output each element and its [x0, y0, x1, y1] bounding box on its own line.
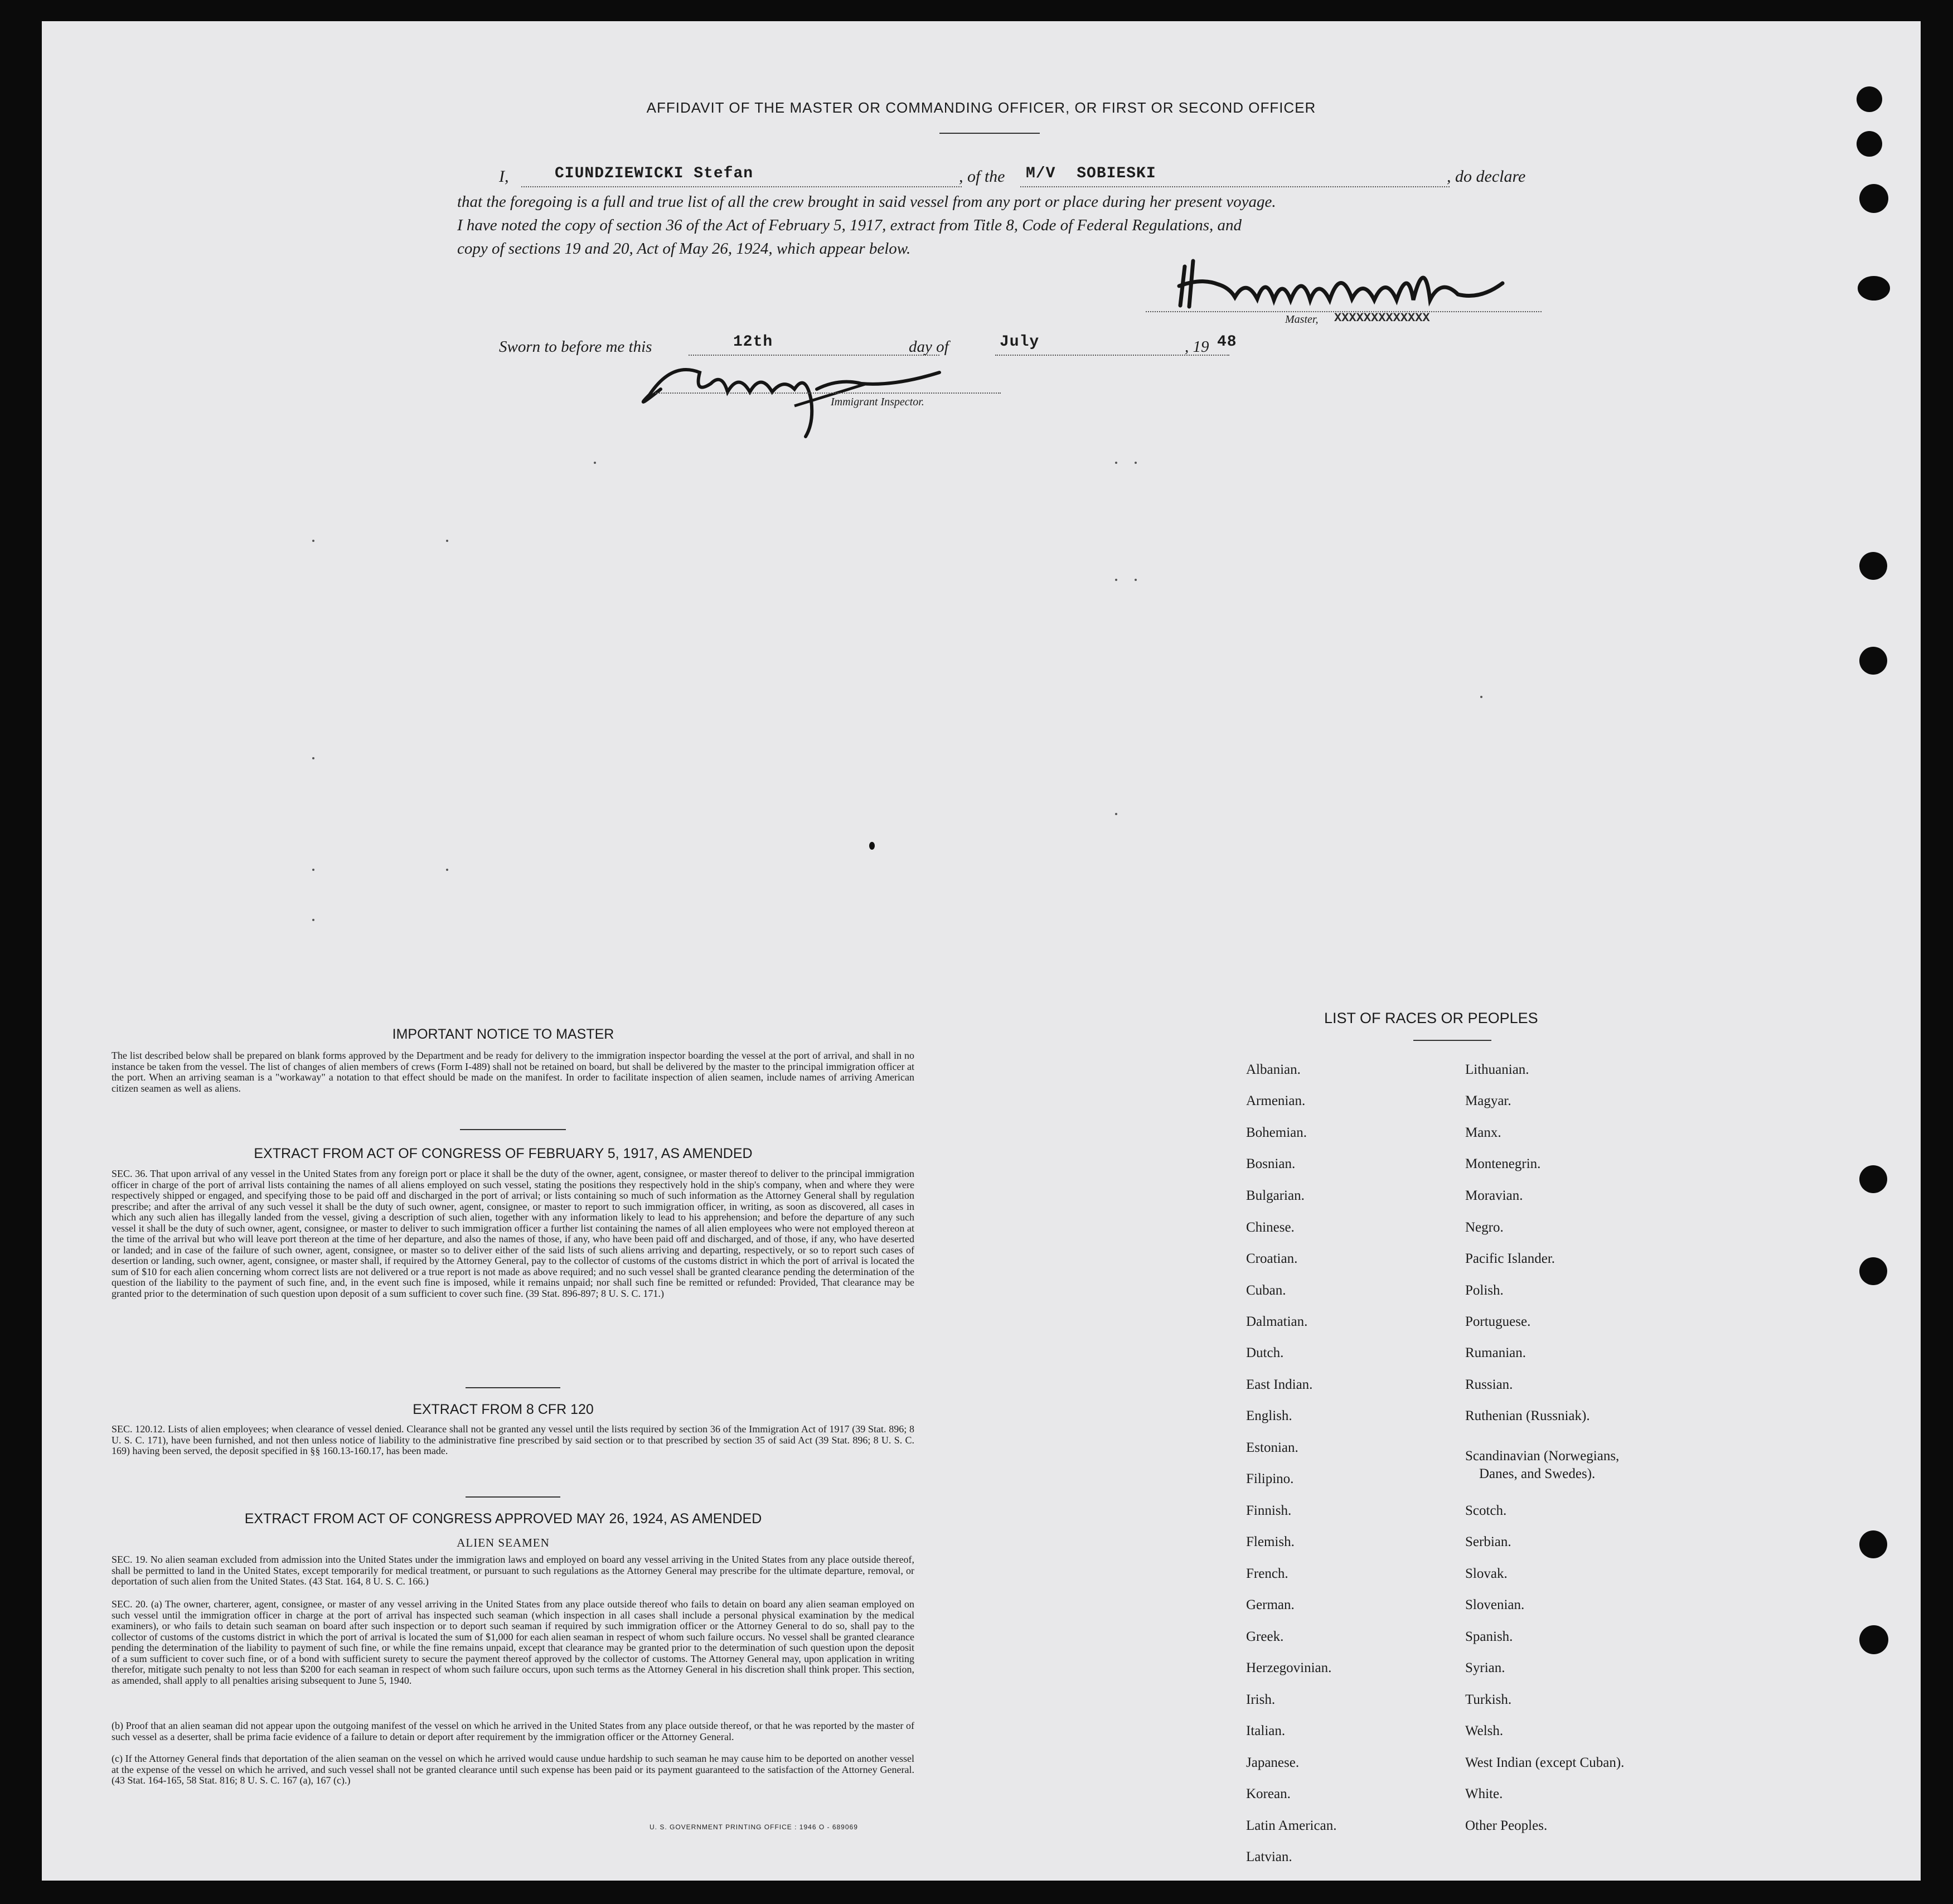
struck-officer-label: XXXXXXXXXXXXX	[1334, 311, 1430, 325]
race-item: German.	[1246, 1597, 1295, 1612]
inspector-label: Immigrant Inspector.	[831, 396, 924, 408]
title-divider	[939, 133, 1040, 134]
speck	[312, 919, 314, 921]
printing-office-note: U. S. GOVERNMENT PRINTING OFFICE : 1946 O - 689069	[650, 1823, 858, 1831]
race-item: Latvian.	[1246, 1849, 1292, 1864]
race-item: Moravian.	[1465, 1188, 1523, 1203]
race-item: Chinese.	[1246, 1220, 1295, 1235]
alien-seamen-subtitle: ALIEN SEAMEN	[457, 1536, 550, 1549]
speck	[1135, 462, 1137, 464]
sworn-label: Sworn to before me this	[499, 338, 652, 356]
speck	[312, 540, 314, 542]
speck	[1115, 579, 1117, 581]
race-item: Spanish.	[1465, 1629, 1513, 1644]
speck	[1135, 579, 1137, 581]
race-item: Latin American.	[1246, 1818, 1337, 1833]
i-label: I,	[499, 167, 509, 186]
race-item: Scotch.	[1465, 1503, 1507, 1518]
punch-hole	[1859, 1257, 1887, 1285]
sec20a-text: SEC. 20. (a) The owner, charterer, agent, consignee, or master of any vessel arriving in the United States from any place outside thereof who fails to detain on board any alien seaman employed on such vessel until the immigration officer in charge at the port of arrival has inspected such seaman (which inspection in all cases shall include a personal physical examination by the medical examiners), or who fails to detain such seaman on board after such inspection or to deport such seaman if required by such immigration officer or the Attorney General to do so, shall pay to the collector of customs of the customs district in which the port of arrival is located the sum of $1,000 for each alien seaman in respect of whom such failure occurs. No vessel shall be granted clearance pending the determination of the liability to payment of such fine, or while the fine remains unpaid, except that clearance may be granted prior to the determination of such question upon the deposit of a sum sufficient to cover such fine, or of a bond with sufficient surety to secure the payment thereof approved by the collector of customs. The Attorney General may, upon application in writing therefor, mitigate such penalty to not less than $200 for each seaman in respect of whom such failure occurs, upon such terms as the Attorney General in his discretion shall think proper. This section, as amended, shall apply to all penalties arising subsequent to June 5, 1940.	[112, 1598, 914, 1686]
extract-cfr-text: SEC. 120.12. Lists of alien employees; when clearance of vessel denied. Clearance shall not be granted any vessel until the lists required by section 36 of the Immigration Act of 1917 (39 Stat. 896; 8 U. S. C. 171), have been furnished, and not then unless notice of liability to the administrative fine prescribed by said section or to that prescribed by section 35 of said Act (39 Stat. 896; 8 U. S. C. 169) having been served, the deposit specified in §§ 160.13-160.17, has been made.	[112, 1423, 914, 1456]
race-item: Scandinavian (Norwegians,	[1465, 1448, 1620, 1464]
races-title: LIST OF RACES OR PEOPLES	[1324, 1010, 1538, 1026]
race-item: Greek.	[1246, 1629, 1284, 1644]
declaration-line-4: copy of sections 19 and 20, Act of May 26, 1924, which appear below.	[457, 240, 911, 258]
speck	[1480, 696, 1482, 698]
year-suffix: 48	[1217, 333, 1237, 351]
race-item: Armenian.	[1246, 1093, 1306, 1108]
affidavit-title: AFFIDAVIT OF THE MASTER OR COMMANDING OFFICER, OR FIRST OR SECOND OFFICER	[646, 99, 1316, 116]
race-item: Slovak.	[1465, 1566, 1508, 1581]
punch-hole	[1859, 1625, 1888, 1654]
vessel-name: M/V SOBIESKI	[1026, 165, 1156, 182]
extract-1924-title: EXTRACT FROM ACT OF CONGRESS APPROVED MAY 26, 1924, AS AMENDED	[244, 1511, 762, 1527]
race-item: West Indian (except Cuban).	[1465, 1755, 1625, 1770]
of-the-label: , of the	[959, 167, 1005, 186]
sec19-text: SEC. 19. No alien seaman excluded from admission into the United States under the immigration laws and employed on board any vessel arriving in the United States from any place outside thereof, shall be permitted to land in the United States, except temporarily for medical treatment, or pursuant to such regulations as the Attorney General may prescribe for the ultimate departure, removal, or deportation of such alien from the United States. (43 Stat. 164, 8 U. S. C. 166.)	[112, 1554, 914, 1587]
race-item: Italian.	[1246, 1723, 1286, 1738]
race-item: Cuban.	[1246, 1283, 1286, 1298]
notice-title: IMPORTANT NOTICE TO MASTER	[392, 1026, 614, 1042]
race-item: Herzegovinian.	[1246, 1660, 1332, 1675]
race-item: Magyar.	[1465, 1093, 1511, 1108]
race-item: English.	[1246, 1408, 1292, 1423]
race-item: Japanese.	[1246, 1755, 1300, 1770]
declaration-line-3: I have noted the copy of section 36 of the Act of February 5, 1917, extract from Title 8, Code of Federal Regulations, and	[457, 216, 1242, 234]
speck	[312, 869, 314, 871]
punch-hole	[1859, 184, 1888, 213]
notice-text: The list described below shall be prepared on blank forms approved by the Department and be ready for delivery to the immigration inspector boarding the vessel at the port of arrival, and shall in no instance be taken from the vessel. The list of changes of alien members of crews (Form I-489) shall not be retained on board, but shall be delivered by the master to the principal immigration officer at the port. When an arriving seaman is a "workaway" a notation to that effect should be made on the manifest. In order to facilitate inspection of alien seamen, include names of arriving American citizen seamen as well as aliens.	[112, 1050, 914, 1094]
extract-cfr-divider	[466, 1496, 560, 1498]
speck	[1115, 462, 1117, 464]
sec20b-text: (b) Proof that an alien seaman did not appear upon the outgoing manifest of the vessel on which he arrived in the United States from any place outside thereof, or that he was reported by the master of such vessel as a deserter, shall be prima facie evidence of a failure to detain or deport after requirement by the immigration officer or the Attorney General.	[112, 1720, 914, 1742]
race-item: Serbian.	[1465, 1534, 1511, 1549]
punch-hole	[1859, 552, 1887, 580]
race-item: Pacific Islander.	[1465, 1251, 1555, 1266]
race-item: French.	[1246, 1566, 1288, 1581]
form-sheet	[42, 21, 1921, 1881]
race-item: Syrian.	[1465, 1660, 1505, 1675]
extract-1917-divider	[466, 1387, 560, 1388]
speck	[1115, 813, 1117, 815]
inspector-signature	[627, 339, 984, 445]
race-item: Bohemian.	[1246, 1125, 1307, 1140]
extract-cfr-title: EXTRACT FROM 8 CFR 120	[413, 1402, 594, 1417]
race-item: Estonian.	[1246, 1440, 1298, 1455]
sworn-day: 12th	[733, 333, 773, 351]
race-item: Finnish.	[1246, 1503, 1292, 1518]
race-item: Manx.	[1465, 1125, 1501, 1140]
do-declare-label: , do declare	[1447, 167, 1526, 186]
punch-hole	[1857, 131, 1882, 157]
punch-hole	[1859, 1530, 1887, 1558]
punch-hole	[1857, 86, 1882, 112]
day-of-label: day of	[909, 338, 949, 356]
race-item: Albanian.	[1246, 1062, 1301, 1077]
race-item: White.	[1465, 1786, 1503, 1801]
speck	[594, 462, 596, 464]
sec20c-text: (c) If the Attorney General finds that deportation of the alien seaman on the vessel on which he arrived would cause undue hardship to such seaman he may cause him to be deported on another vessel at the expense of the vessel on which he arrived, and such vessel shall not be granted clearance until such expense has been paid or its payment guaranteed to the satisfaction of the Attorney General. (43 Stat. 164-165, 58 Stat. 816; 8 U. S. C. 167 (a), 167 (c).)	[112, 1753, 914, 1786]
speck	[312, 757, 314, 759]
punch-hole	[1859, 647, 1887, 675]
extract-1917-title: EXTRACT FROM ACT OF CONGRESS OF FEBRUARY 5, 1917, AS AMENDED	[254, 1146, 753, 1161]
race-item: Bulgarian.	[1246, 1188, 1305, 1203]
master-label: Master,	[1285, 313, 1319, 326]
inspector-line	[655, 393, 1001, 394]
race-item: Dutch.	[1246, 1345, 1284, 1360]
name-line	[521, 186, 962, 187]
race-item: Filipino.	[1246, 1471, 1294, 1486]
speck	[446, 869, 448, 871]
officer-name: CIUNDZIEWICKI Stefan	[555, 165, 754, 182]
race-item: Flemish.	[1246, 1534, 1295, 1549]
races-divider	[1413, 1040, 1491, 1041]
sworn-month: July	[1000, 333, 1040, 351]
extract-1917-text: SEC. 36. That upon arrival of any vessel in the United States from any foreign port or place it shall be the duty of the owner, agent, consignee, or master thereof to deliver to the principal immigration officer in charge of the port of arrival lists containing the names of all aliens employed on such vessel, stating the positions they respectively hold in the ship's company, when and where they were respectively shipped or engaged, and specifying those to be paid off and discharged in the port of arrival; or lists containing so much of such information as the Attorney General shall by regulation prescribe; and after the arrival of any such vessel it shall be the duty of such owner, agent, consignee, or master to report to such immigration officer, in writing, as soon as discovered, all cases in which any such alien has illegally landed from the vessel, giving a description of such alien, together with any information likely to lead to his apprehension; and before the departure of any such vessel it shall be the duty of such owner, agent, consignee, or master to deliver to such immigration officer a further list containing the names of all alien employees who were not employed thereon at the time of the arrival but who will leave port thereon at the time of her departure, and also the names of those, if any, who have been paid off and discharged, and of those, if any, who have deserted or landed; and in case of the failure of such owner, agent, consignee, or master so to deliver either of the said lists of such aliens arriving and departing, respectively, or so to report such cases of desertion or landing, such owner, agent, consignee, or master shall, if required by the Attorney General, pay to the collector of customs of the customs district in which the port of arrival is located the sum of $10 for each alien concerning whom correct lists are not delivered or a true report is not made as above required; and no such vessel shall be granted clearance pending the determination of the question of the liability to the payment of such fine, and, in the event such fine is imposed, while it remains unpaid; nor shall such fine be remitted or refunded: Provided, That clearance may be granted prior to the determination of such question upon deposit of a sum sufficient to cover such fine. (39 Stat. 896-897; 8 U. S. C. 171.)	[112, 1168, 914, 1299]
race-item: Portuguese.	[1465, 1314, 1531, 1329]
ink-dot	[869, 842, 875, 850]
race-item: Polish.	[1465, 1283, 1504, 1298]
notice-divider	[460, 1129, 566, 1130]
race-item: Slovenian.	[1465, 1597, 1525, 1612]
race-item: Croatian.	[1246, 1251, 1298, 1266]
race-item: Welsh.	[1465, 1723, 1504, 1738]
race-item: East Indian.	[1246, 1377, 1313, 1392]
race-item: Lithuanian.	[1465, 1062, 1529, 1077]
race-item: Other Peoples.	[1465, 1818, 1548, 1833]
vessel-line	[1020, 186, 1450, 187]
race-item: Montenegrin.	[1465, 1156, 1541, 1171]
race-item: Rumanian.	[1465, 1345, 1526, 1360]
race-item: Danes, and Swedes).	[1479, 1466, 1596, 1481]
race-item: Russian.	[1465, 1377, 1513, 1392]
race-item: Negro.	[1465, 1220, 1504, 1235]
race-item: Korean.	[1246, 1786, 1291, 1801]
race-item: Irish.	[1246, 1692, 1276, 1707]
race-item: Bosnian.	[1246, 1156, 1296, 1171]
race-item: Dalmatian.	[1246, 1314, 1308, 1329]
declaration-line-2: that the foregoing is a full and true list of all the crew brought in said vessel from any port or place during her present voyage.	[457, 193, 1276, 211]
race-item: Ruthenian (Russniak).	[1465, 1408, 1590, 1423]
punch-hole	[1859, 1165, 1887, 1193]
year-prefix: , 19	[1185, 338, 1209, 356]
speck	[446, 540, 448, 542]
master-signature	[1168, 244, 1525, 317]
race-item: Turkish.	[1465, 1692, 1512, 1707]
punch-hole	[1858, 276, 1890, 301]
